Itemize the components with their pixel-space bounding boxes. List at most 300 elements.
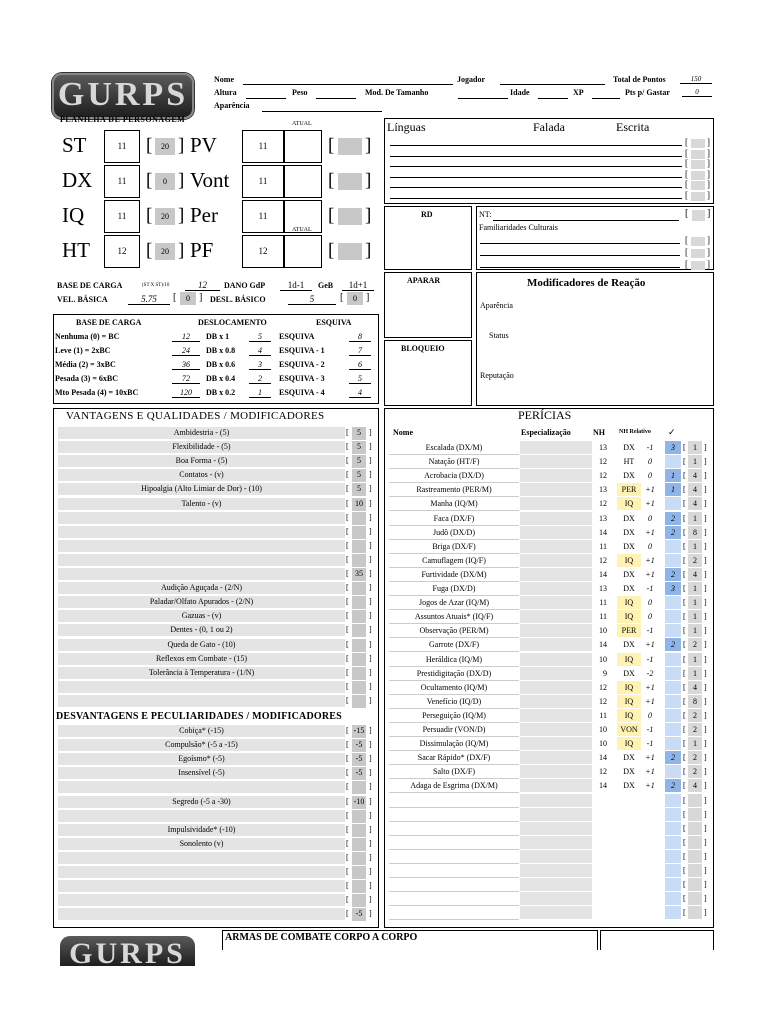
skill-specialization[interactable] bbox=[520, 554, 592, 567]
skill-cost[interactable]: 4 bbox=[688, 483, 702, 496]
skill-nh[interactable]: 12 bbox=[599, 682, 607, 692]
attr-pf-cost[interactable] bbox=[338, 243, 362, 260]
skill-cost[interactable]: 1 bbox=[688, 667, 702, 680]
skill-nh[interactable]: 12 bbox=[599, 555, 607, 565]
skill-nh[interactable]: 14 bbox=[599, 781, 607, 791]
skill-nh[interactable]: 12 bbox=[599, 499, 607, 509]
total-pontos-value[interactable]: 150 bbox=[680, 75, 712, 84]
familiarity-cost[interactable] bbox=[691, 261, 705, 270]
advantage-cost[interactable] bbox=[352, 512, 366, 525]
skill-modifier[interactable]: +1 bbox=[645, 485, 655, 495]
skill-name[interactable]: Manha (IQ/M) bbox=[389, 497, 519, 511]
skill-points[interactable] bbox=[665, 497, 681, 510]
language-cost[interactable] bbox=[691, 150, 705, 159]
advantage-name[interactable] bbox=[58, 526, 345, 539]
skill-name[interactable]: Natação (HT/F) bbox=[389, 455, 519, 469]
skill-cost[interactable]: 2 bbox=[688, 751, 702, 764]
advantage-name[interactable]: Contatos - (v) bbox=[58, 469, 345, 482]
skill-name[interactable]: Prestidigitação (DX/D) bbox=[389, 667, 519, 681]
disadvantage-cost[interactable] bbox=[352, 781, 366, 794]
field-idade[interactable] bbox=[538, 98, 568, 99]
skill-name[interactable]: Venefício (IQ/D) bbox=[389, 695, 519, 709]
skill-modifier[interactable]: +1 bbox=[645, 640, 655, 650]
enc-bc[interactable]: 24 bbox=[172, 346, 200, 356]
skill-cost[interactable] bbox=[688, 878, 702, 891]
skill-specialization[interactable] bbox=[520, 794, 592, 807]
skill-cost[interactable]: 2 bbox=[688, 765, 702, 778]
skill-cost[interactable] bbox=[688, 906, 702, 919]
skill-attribute[interactable]: PER bbox=[617, 483, 641, 496]
disadvantage-cost[interactable]: -5 bbox=[352, 908, 366, 921]
skill-specialization[interactable] bbox=[520, 441, 592, 454]
skill-points[interactable]: 3 bbox=[665, 582, 681, 595]
skill-attribute[interactable]: DX bbox=[623, 569, 635, 579]
enc-desl[interactable]: 3 bbox=[249, 360, 271, 370]
attr-dx-cost[interactable]: 0 bbox=[155, 173, 175, 190]
desl-basico-cost[interactable]: 0 bbox=[347, 292, 363, 305]
skill-nh[interactable]: 12 bbox=[599, 471, 607, 481]
advantage-name[interactable]: Dentes - (0, 1 ou 2) bbox=[58, 624, 345, 637]
skill-name[interactable]: Garrote (DX/F) bbox=[389, 638, 519, 652]
skill-cost[interactable]: 1 bbox=[688, 512, 702, 525]
attr-pf-current[interactable] bbox=[284, 235, 322, 268]
skill-modifier[interactable]: -1 bbox=[646, 739, 654, 749]
skill-specialization[interactable] bbox=[520, 864, 592, 877]
advantage-cost[interactable]: 5 bbox=[352, 483, 366, 496]
skill-name[interactable] bbox=[389, 836, 519, 850]
skill-attribute[interactable]: IQ bbox=[617, 497, 641, 510]
enc-bc[interactable]: 12 bbox=[172, 332, 200, 342]
skill-cost[interactable]: 1 bbox=[688, 653, 702, 666]
skill-cost[interactable] bbox=[688, 822, 702, 835]
language-cost[interactable] bbox=[691, 181, 705, 190]
skill-specialization[interactable] bbox=[520, 653, 592, 666]
skill-specialization[interactable] bbox=[520, 737, 592, 750]
skill-specialization[interactable] bbox=[520, 624, 592, 637]
skill-cost[interactable]: 4 bbox=[688, 681, 702, 694]
skill-modifier[interactable]: 0 bbox=[648, 598, 652, 608]
skill-modifier[interactable]: 0 bbox=[648, 541, 652, 551]
language-cost[interactable] bbox=[691, 171, 705, 180]
skill-attribute[interactable]: DX bbox=[623, 513, 635, 523]
skill-attribute[interactable]: DX bbox=[623, 767, 635, 777]
skill-attribute[interactable]: DX bbox=[623, 443, 635, 452]
skill-specialization[interactable] bbox=[520, 568, 592, 581]
skill-cost[interactable]: 2 bbox=[688, 638, 702, 651]
skill-specialization[interactable] bbox=[520, 596, 592, 609]
attr-ht-cost[interactable]: 20 bbox=[155, 243, 175, 260]
skill-cost[interactable]: 1 bbox=[688, 441, 702, 454]
disadvantage-name[interactable] bbox=[58, 880, 345, 893]
language-cost[interactable] bbox=[691, 192, 705, 201]
advantage-cost[interactable]: 10 bbox=[352, 498, 366, 511]
advantage-name[interactable]: Reflexos em Combate - (15) bbox=[58, 653, 345, 666]
skill-nh[interactable]: 13 bbox=[599, 485, 607, 495]
skill-points[interactable] bbox=[665, 850, 681, 863]
skill-cost[interactable] bbox=[688, 892, 702, 905]
skill-name[interactable]: Ocultamento (IQ/M) bbox=[389, 681, 519, 695]
skill-points[interactable] bbox=[665, 596, 681, 609]
skill-specialization[interactable] bbox=[520, 526, 592, 539]
skill-points[interactable] bbox=[665, 695, 681, 708]
disadvantage-cost[interactable] bbox=[352, 894, 366, 907]
enc-desl[interactable]: 1 bbox=[249, 388, 271, 398]
disadvantage-cost[interactable]: -5 bbox=[352, 767, 366, 780]
nt-cost[interactable] bbox=[692, 210, 705, 221]
advantage-cost[interactable]: 5 bbox=[352, 427, 366, 440]
disadvantage-name[interactable] bbox=[58, 908, 345, 921]
skill-name[interactable] bbox=[389, 794, 519, 808]
advantage-name[interactable]: Gazuas - (v) bbox=[58, 610, 345, 623]
skill-nh[interactable]: 11 bbox=[599, 612, 607, 622]
skill-specialization[interactable] bbox=[520, 540, 592, 553]
field-altura[interactable] bbox=[246, 98, 286, 99]
enc-desl[interactable]: 4 bbox=[249, 346, 271, 356]
enc-esquiva[interactable]: 7 bbox=[349, 346, 371, 356]
skill-attribute[interactable]: DX bbox=[623, 781, 635, 791]
skill-specialization[interactable] bbox=[520, 667, 592, 680]
skill-specialization[interactable] bbox=[520, 751, 592, 764]
enc-esquiva[interactable]: 4 bbox=[349, 388, 371, 398]
attr-pv-current[interactable] bbox=[284, 130, 322, 163]
skill-points[interactable] bbox=[665, 836, 681, 849]
skill-modifier[interactable]: +1 bbox=[645, 569, 655, 579]
skill-nh[interactable]: 9 bbox=[603, 668, 607, 678]
enc-desl[interactable]: 5 bbox=[249, 332, 271, 342]
skill-points[interactable] bbox=[665, 906, 681, 919]
disadvantage-name[interactable] bbox=[58, 866, 345, 879]
attr-vont-cost[interactable] bbox=[338, 173, 362, 190]
skill-modifier[interactable]: -1 bbox=[646, 654, 654, 664]
disadvantage-cost[interactable] bbox=[352, 852, 366, 865]
advantage-cost[interactable]: 5 bbox=[352, 455, 366, 468]
skill-points[interactable]: 2 bbox=[665, 638, 681, 651]
disadvantage-name[interactable]: Segredo (-5 a -30) bbox=[58, 796, 345, 809]
nt-field[interactable] bbox=[493, 220, 679, 221]
field-nome[interactable] bbox=[243, 84, 453, 85]
advantage-cost[interactable] bbox=[352, 639, 366, 652]
skill-nh[interactable]: 11 bbox=[599, 541, 607, 551]
skill-cost[interactable]: 2 bbox=[688, 723, 702, 736]
skill-specialization[interactable] bbox=[520, 765, 592, 778]
skill-attribute[interactable]: IQ bbox=[617, 681, 641, 694]
skill-nh[interactable]: 14 bbox=[599, 527, 607, 537]
advantage-cost[interactable] bbox=[352, 681, 366, 694]
skill-name[interactable]: Perseguição (IQ/M) bbox=[389, 709, 519, 723]
skill-modifier[interactable]: +1 bbox=[645, 781, 655, 791]
skill-attribute[interactable]: IQ bbox=[617, 737, 641, 750]
skill-points[interactable] bbox=[665, 737, 681, 750]
skill-cost[interactable]: 1 bbox=[688, 455, 702, 468]
skill-points[interactable]: 2 bbox=[665, 512, 681, 525]
skill-points[interactable] bbox=[665, 624, 681, 637]
advantage-cost[interactable] bbox=[352, 582, 366, 595]
language-cost[interactable] bbox=[691, 139, 705, 148]
skill-points[interactable]: 2 bbox=[665, 751, 681, 764]
skill-specialization[interactable] bbox=[520, 512, 592, 525]
skill-specialization[interactable] bbox=[520, 906, 592, 919]
familiarity-line[interactable] bbox=[480, 267, 680, 268]
vel-basica-cost[interactable]: 0 bbox=[180, 292, 196, 305]
disadvantage-name[interactable]: Cobiça* (-15) bbox=[58, 725, 345, 738]
skill-specialization[interactable] bbox=[520, 709, 592, 722]
field-xp[interactable] bbox=[592, 98, 620, 99]
skill-modifier[interactable]: +1 bbox=[645, 527, 655, 537]
skill-attribute[interactable]: DX bbox=[623, 640, 635, 650]
skill-nh[interactable]: 13 bbox=[599, 584, 607, 593]
disadvantage-name[interactable]: Insensível (-5) bbox=[58, 767, 345, 780]
skill-specialization[interactable] bbox=[520, 455, 592, 468]
attr-ht-value[interactable]: 12 bbox=[104, 235, 140, 268]
skill-specialization[interactable] bbox=[520, 469, 592, 482]
skill-nh[interactable]: 13 bbox=[599, 443, 607, 452]
language-cost[interactable] bbox=[691, 160, 705, 169]
skill-cost[interactable]: 4 bbox=[688, 779, 702, 792]
advantage-name[interactable]: Tolerância à Temperatura - (1/N) bbox=[58, 667, 345, 680]
skill-name[interactable] bbox=[389, 808, 519, 822]
skill-nh[interactable]: 14 bbox=[599, 640, 607, 650]
attr-vont-current[interactable] bbox=[284, 165, 322, 198]
skill-attribute[interactable]: IQ bbox=[617, 653, 641, 666]
skill-cost[interactable] bbox=[688, 836, 702, 849]
skill-cost[interactable]: 2 bbox=[688, 554, 702, 567]
skill-name[interactable]: Judô (DX/D) bbox=[389, 526, 519, 540]
skill-points[interactable] bbox=[665, 554, 681, 567]
advantage-name[interactable]: Ambidestria - (5) bbox=[58, 427, 345, 440]
disadvantage-name[interactable]: Sonolento (v) bbox=[58, 838, 345, 851]
advantage-cost[interactable] bbox=[352, 554, 366, 567]
skill-modifier[interactable]: 0 bbox=[648, 612, 652, 622]
skill-attribute[interactable]: DX bbox=[623, 584, 635, 593]
skill-name[interactable]: Fuga (DX/D) bbox=[389, 582, 519, 596]
advantage-name[interactable]: Queda de Gato - (10) bbox=[58, 639, 345, 652]
skill-nh[interactable]: 10 bbox=[599, 739, 607, 749]
skill-attribute[interactable]: PER bbox=[617, 624, 641, 637]
skill-name[interactable] bbox=[389, 878, 519, 892]
advantage-name[interactable] bbox=[58, 695, 345, 708]
enc-esquiva[interactable]: 5 bbox=[349, 374, 371, 384]
skill-cost[interactable]: 1 bbox=[688, 610, 702, 623]
skill-nh[interactable]: 10 bbox=[599, 725, 607, 734]
skill-nh[interactable]: 12 bbox=[599, 457, 607, 467]
enc-esquiva[interactable]: 6 bbox=[349, 360, 371, 370]
attr-per-cost[interactable] bbox=[338, 208, 362, 225]
skill-specialization[interactable] bbox=[520, 582, 592, 595]
skill-modifier[interactable]: -2 bbox=[646, 668, 654, 678]
skill-cost[interactable] bbox=[688, 794, 702, 807]
skill-points[interactable] bbox=[665, 765, 681, 778]
familiarity-line[interactable] bbox=[480, 243, 680, 244]
skill-points[interactable]: 2 bbox=[665, 568, 681, 581]
skill-attribute[interactable]: DX bbox=[623, 753, 635, 763]
disadvantage-cost[interactable] bbox=[352, 866, 366, 879]
skill-specialization[interactable] bbox=[520, 836, 592, 849]
skill-cost[interactable]: 4 bbox=[688, 497, 702, 510]
skill-points[interactable] bbox=[665, 794, 681, 807]
skill-name[interactable]: Adaga de Esgrima (DX/M) bbox=[389, 779, 519, 793]
skill-points[interactable] bbox=[665, 681, 681, 694]
skill-points[interactable] bbox=[665, 822, 681, 835]
enc-bc[interactable]: 72 bbox=[172, 374, 200, 384]
attr-st-cost[interactable]: 20 bbox=[155, 138, 175, 155]
skill-specialization[interactable] bbox=[520, 497, 592, 510]
skill-modifier[interactable]: +1 bbox=[645, 696, 655, 706]
skill-modifier[interactable]: 0 bbox=[648, 513, 652, 523]
advantage-name[interactable] bbox=[58, 681, 345, 694]
enc-desl[interactable]: 2 bbox=[249, 374, 271, 384]
attr-pv-cost[interactable] bbox=[338, 138, 362, 155]
field-peso[interactable] bbox=[316, 98, 356, 99]
skill-name[interactable]: Salto (DX/F) bbox=[389, 765, 519, 779]
skill-specialization[interactable] bbox=[520, 878, 592, 891]
skill-points[interactable] bbox=[665, 808, 681, 821]
advantage-name[interactable]: Boa Forma - (5) bbox=[58, 455, 345, 468]
skill-modifier[interactable]: +1 bbox=[645, 499, 655, 509]
skill-name[interactable] bbox=[389, 850, 519, 864]
skill-modifier[interactable]: 0 bbox=[648, 710, 652, 720]
advantage-name[interactable]: Audição Aguçada - (2/N) bbox=[58, 582, 345, 595]
attr-per-current[interactable] bbox=[284, 200, 322, 233]
attr-pv-value[interactable]: 11 bbox=[242, 130, 284, 163]
skill-points[interactable] bbox=[665, 892, 681, 905]
skill-specialization[interactable] bbox=[520, 610, 592, 623]
familiarity-line[interactable] bbox=[480, 255, 680, 256]
skill-name[interactable]: Faca (DX/F) bbox=[389, 512, 519, 526]
disadvantage-cost[interactable] bbox=[352, 824, 366, 837]
skill-specialization[interactable] bbox=[520, 723, 592, 736]
disadvantage-name[interactable] bbox=[58, 810, 345, 823]
advantage-name[interactable]: Talento - (v) bbox=[58, 498, 345, 511]
skill-cost[interactable]: 8 bbox=[688, 695, 702, 708]
advantage-name[interactable] bbox=[58, 512, 345, 525]
advantage-name[interactable]: Paladar/Olfato Apurados - (2/N) bbox=[58, 596, 345, 609]
advantage-name[interactable] bbox=[58, 540, 345, 553]
disadvantage-cost[interactable] bbox=[352, 880, 366, 893]
skill-points[interactable] bbox=[665, 610, 681, 623]
advantage-cost[interactable] bbox=[352, 540, 366, 553]
disadvantage-name[interactable] bbox=[58, 852, 345, 865]
skill-points[interactable]: 1 bbox=[665, 483, 681, 496]
language-line[interactable] bbox=[390, 187, 682, 188]
skill-points[interactable]: 3 bbox=[665, 441, 681, 454]
skill-specialization[interactable] bbox=[520, 695, 592, 708]
skill-nh[interactable]: 11 bbox=[599, 710, 607, 720]
field-mod-tamanho[interactable] bbox=[458, 98, 508, 99]
skill-nh[interactable]: 10 bbox=[599, 626, 607, 636]
skill-specialization[interactable] bbox=[520, 681, 592, 694]
advantage-name[interactable] bbox=[58, 568, 345, 581]
attr-iq-cost[interactable]: 20 bbox=[155, 208, 175, 225]
skill-modifier[interactable]: -1 bbox=[646, 584, 654, 593]
advantage-name[interactable]: Flexibilidade - (5) bbox=[58, 441, 345, 454]
disadvantage-cost[interactable]: -10 bbox=[352, 796, 366, 809]
enc-bc[interactable]: 36 bbox=[172, 360, 200, 370]
skill-name[interactable]: Heráldica (IQ/M) bbox=[389, 653, 519, 667]
skill-attribute[interactable]: IQ bbox=[617, 695, 641, 708]
pts-gastar-value[interactable]: 0 bbox=[682, 88, 712, 97]
skill-name[interactable] bbox=[389, 906, 519, 920]
advantage-cost[interactable] bbox=[352, 526, 366, 539]
dano-gdp-value[interactable]: 1d-1 bbox=[280, 280, 312, 291]
skill-specialization[interactable] bbox=[520, 483, 592, 496]
skill-specialization[interactable] bbox=[520, 850, 592, 863]
skill-name[interactable] bbox=[389, 892, 519, 906]
skill-name[interactable]: Assuntos Atuais* (IQ/F) bbox=[389, 610, 519, 624]
skill-attribute[interactable]: IQ bbox=[617, 610, 641, 623]
skill-name[interactable]: Dissimulação (IQ/M) bbox=[389, 737, 519, 751]
skill-cost[interactable]: 4 bbox=[688, 469, 702, 482]
skill-name[interactable]: Briga (DX/F) bbox=[389, 540, 519, 554]
skill-name[interactable]: Rastreamento (PER/M) bbox=[389, 483, 519, 497]
skill-modifier[interactable]: -1 bbox=[646, 443, 654, 452]
disadvantage-cost[interactable] bbox=[352, 810, 366, 823]
language-line[interactable] bbox=[390, 198, 682, 199]
skill-cost[interactable]: 2 bbox=[688, 709, 702, 722]
desl-basico-value[interactable]: 5 bbox=[288, 294, 336, 305]
language-line[interactable] bbox=[390, 145, 682, 146]
advantage-name[interactable]: Hipoalgia (Alto Limiar de Dor) - (10) bbox=[58, 483, 345, 496]
skill-nh[interactable]: 12 bbox=[599, 696, 607, 706]
skill-specialization[interactable] bbox=[520, 638, 592, 651]
skill-points[interactable] bbox=[665, 709, 681, 722]
disadvantage-cost[interactable]: -15 bbox=[352, 725, 366, 738]
familiarity-cost[interactable] bbox=[691, 237, 705, 246]
skill-modifier[interactable]: +1 bbox=[645, 555, 655, 565]
skill-nh[interactable]: 12 bbox=[599, 767, 607, 777]
skill-name[interactable]: Camuflagem (IQ/F) bbox=[389, 554, 519, 568]
skill-points[interactable]: 1 bbox=[665, 469, 681, 482]
skill-points[interactable] bbox=[665, 667, 681, 680]
skill-attribute[interactable]: HT bbox=[623, 457, 635, 467]
skill-attribute[interactable]: IQ bbox=[617, 554, 641, 567]
attr-pf-value[interactable]: 12 bbox=[242, 235, 284, 268]
advantage-cost[interactable] bbox=[352, 610, 366, 623]
skill-attribute[interactable]: IQ bbox=[617, 596, 641, 609]
disadvantage-cost[interactable] bbox=[352, 838, 366, 851]
skill-points[interactable] bbox=[665, 878, 681, 891]
familiarity-cost[interactable] bbox=[691, 249, 705, 258]
skill-modifier[interactable]: 0 bbox=[648, 457, 652, 467]
attr-st-value[interactable]: 11 bbox=[104, 130, 140, 163]
disadvantage-name[interactable] bbox=[58, 781, 345, 794]
skill-attribute[interactable]: IQ bbox=[617, 709, 641, 722]
geb-value[interactable]: 1d+1 bbox=[342, 280, 374, 291]
skill-attribute[interactable]: DX bbox=[623, 668, 635, 678]
skill-specialization[interactable] bbox=[520, 822, 592, 835]
skill-specialization[interactable] bbox=[520, 808, 592, 821]
attr-vont-value[interactable]: 11 bbox=[242, 165, 284, 198]
skill-name[interactable]: Persuadir (VON/D) bbox=[389, 723, 519, 737]
advantage-name[interactable] bbox=[58, 554, 345, 567]
skill-modifier[interactable]: +1 bbox=[645, 753, 655, 763]
field-aparencia[interactable] bbox=[262, 111, 382, 112]
enc-bc[interactable]: 120 bbox=[172, 388, 200, 398]
skill-modifier[interactable]: +1 bbox=[645, 767, 655, 777]
field-jogador[interactable] bbox=[500, 84, 605, 85]
language-line[interactable] bbox=[390, 166, 682, 167]
enc-esquiva[interactable]: 8 bbox=[349, 332, 371, 342]
language-line[interactable] bbox=[390, 177, 682, 178]
skill-cost[interactable]: 1 bbox=[688, 540, 702, 553]
vel-basica-value[interactable]: 5.75 bbox=[128, 294, 170, 305]
skill-points[interactable]: 2 bbox=[665, 779, 681, 792]
advantage-cost[interactable]: 5 bbox=[352, 469, 366, 482]
skill-name[interactable]: Sacar Rápido* (DX/F) bbox=[389, 751, 519, 765]
skill-name[interactable]: Escalada (DX/M) bbox=[389, 441, 519, 455]
advantage-cost[interactable] bbox=[352, 624, 366, 637]
skill-modifier[interactable]: +1 bbox=[645, 682, 655, 692]
disadvantage-name[interactable] bbox=[58, 894, 345, 907]
